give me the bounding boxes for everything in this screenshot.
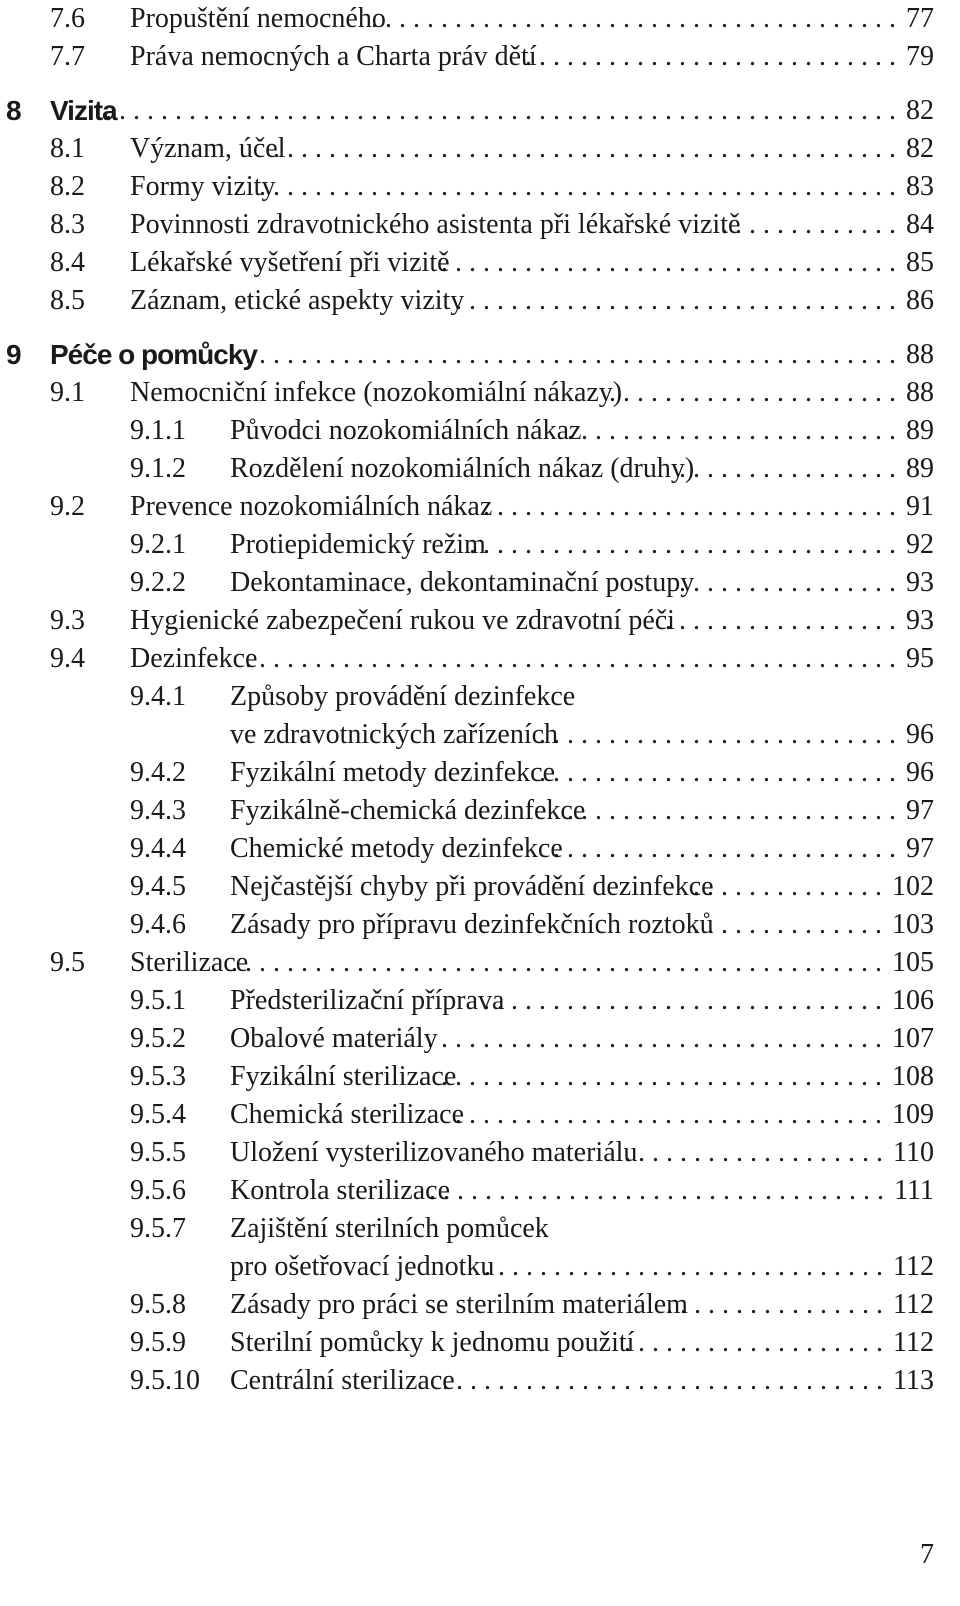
toc-entry-page: 105 [892,947,934,978]
toc-entry-number: 9.2 [50,491,85,522]
toc-entry-title: Dezinfekce [130,643,258,674]
dot-leader: . . . . . . . . . . . . . . . . . . . . . . . . . . . . . . . . . . . . . . . . . . . . . . . [245,643,896,674]
dot-leader: . . . . . . . . . . . . . . . . . . . . . . . . . . . . . . . . . . . . . . . . . . . . . [273,133,896,164]
toc-entry-page: 97 [906,833,934,864]
toc-entry-title: Prevence nozokomiálních nákaz [130,491,493,522]
toc-entry-number: 9.2.2 [130,567,186,598]
toc-entry-number: 9.5.7 [130,1213,186,1244]
toc-entry[interactable] [0,982,960,1020]
toc-entry-title: Sterilizace [130,947,249,978]
toc-entry-page: 112 [893,1289,934,1320]
toc-entry-title: Propuštění nemocného [130,3,386,34]
toc-entry-number: 9.5.8 [130,1289,186,1320]
toc-entry-number: 8.5 [50,285,85,316]
toc-entry-title: Dekontaminace, dekontaminační postupy [230,567,695,598]
dot-leader: . . . . . . . . . . . . . . . . . [665,605,896,636]
dot-leader: . . . . . . . . . . . . . . . . . . . . . . . . . [553,833,896,864]
dot-leader: . . . . . . . . . . . . . . . . . . . [624,1137,883,1168]
toc-entry[interactable] [0,92,960,130]
dot-leader: . . . . . . . . . . . . . . . . . . . . . . . . . . . . . . . . [441,1061,882,1092]
toc-entry-title: Fyzikální metody dezinfekce [230,757,555,788]
toc-entry[interactable] [0,640,960,678]
toc-entry[interactable] [0,1210,960,1282]
toc-entry[interactable] [0,1324,960,1362]
toc-entry-title: Nemocniční infekce (nozokomiální nákazy) [130,377,623,408]
dot-leader: . . . . . . . . . . . . . . . . [666,1289,883,1320]
toc-entry-page: 88 [906,377,934,408]
toc-entry[interactable] [0,1058,960,1096]
toc-entry[interactable] [0,206,960,244]
toc-entry-title: Předsterilizační příprava [230,985,505,1016]
toc-entry[interactable] [0,678,960,750]
toc-entry-title: Povinnosti zdravotnického asistenta při lékařské vizitě [130,209,741,240]
toc-entry-title: Význam, účel [130,133,286,164]
dot-leader: . . . . . . . . . . . . . . . . . . . . . . . . . . . . . . . [469,529,896,560]
dot-leader: . . . . . . . . . . . . . . . . . . . . . . . . . . . . . [483,985,882,1016]
toc-entry-title: Způsoby provádění dezinfekce [230,681,576,712]
toc-entry-number: 8.3 [50,209,85,240]
toc-entry[interactable] [0,1134,960,1172]
toc-entry-title: Lékařské vyšetření při vizitě [130,247,450,278]
toc-entry-title: Zajištění sterilních pomůcek [230,1213,549,1244]
toc-entry-number: 8 [6,95,21,126]
toc-entry-number: 9.4 [50,643,85,674]
toc-entry-title: Vizita [50,95,117,126]
toc-entry[interactable] [0,754,960,792]
toc-entry[interactable] [0,526,960,564]
toc-entry-title-continued: ve zdravotnických zařízeních [230,719,559,750]
toc-entry-page: 93 [906,567,934,598]
toc-entry-page: 82 [906,95,934,126]
toc-entry-title: Protiepidemický režim [230,529,486,560]
toc-entry-page: 103 [892,909,934,940]
toc-entry-number: 9.4.3 [130,795,186,826]
toc-entry[interactable] [0,602,960,640]
dot-leader: . . . . . . . . . . . . . . . . . . . . . . . . . . . . . . . . . . . . . . . . . . . . . . . [245,339,896,370]
toc-entry[interactable] [0,130,960,168]
toc-entry-page: 92 [906,529,934,560]
toc-entry-number: 9.4.2 [130,757,186,788]
toc-entry[interactable] [0,868,960,906]
toc-entry-page: 86 [906,285,934,316]
toc-entry[interactable] [0,1362,960,1400]
toc-entry-title: Nejčastější chyby při provádění dezinfekce [230,871,714,902]
toc-entry-title: Formy vizity [130,171,276,202]
toc-entry-number: 9.4.5 [130,871,186,902]
dot-leader: . . . . . . . . . . . . . . . . . . . . . . . . . . . . . . . . . [429,1175,884,1206]
toc-entry-number: 9.1.1 [130,415,186,446]
dot-leader: . . . . . . . . . . . . . . . . . . . . . . . . [567,415,896,446]
dot-leader: . . . . . . . . . . . . . . . . . . . [624,1327,883,1358]
toc-entry-page: 84 [906,209,934,240]
toc-entry-title: Rozdělení nozokomiálních nákaz (druhy) [230,453,695,484]
toc-entry-title: Původci nozokomiálních nákaz [230,415,582,446]
toc-entry[interactable] [0,282,960,320]
toc-entry-title: Chemické metody dezinfekce [230,833,563,864]
toc-entry-number: 7.7 [50,41,85,72]
dot-leader: . . . . . . . . . . . . . . . . . . . . . . . . . . . . . . . . . . . . . . . . . . . . . . [259,171,896,202]
toc-entry[interactable] [0,412,960,450]
toc-entry-title: Péče o pomůcky [50,339,257,370]
toc-entry-page: 95 [906,643,934,674]
toc-entry-page: 79 [906,41,934,72]
toc-entry-page: 111 [894,1175,934,1206]
toc-entry[interactable] [0,450,960,488]
toc-entry-number: 9.5 [50,947,85,978]
toc-entry-title: Fyzikální sterilizace [230,1061,457,1092]
toc-entry-title: Záznam, etické aspekty vizity [130,285,465,316]
toc-entry[interactable] [0,244,960,282]
toc-entry[interactable] [0,0,960,38]
page-number: 7 [920,1539,934,1570]
toc-entry-page: 96 [906,757,934,788]
dot-leader: . . . . . . . . . . . . . . . . . . . . . . . . [567,795,896,826]
toc-entry-page: 112 [893,1251,934,1282]
toc-entry[interactable] [0,168,960,206]
toc-entry-page: 102 [892,871,934,902]
toc-entry-page: 89 [906,453,934,484]
dot-leader: . . . . . . . . . . . . . . [693,909,882,940]
toc-entry[interactable] [0,38,960,76]
dot-leader: . . . . . . . . . . . . . . . . . . . . . [609,377,896,408]
toc-entry-number: 9.4.6 [130,909,186,940]
toc-entry-number: 8.1 [50,133,85,164]
toc-entry-page: 83 [906,171,934,202]
dot-leader: . . . . . . . . . . . . . . . . . . . . . . . . . . . . . . . . . . . . . . . . . . . . . . . . . . . . . . . . . [105,95,896,126]
toc-entry[interactable] [0,830,960,868]
dot-leader: . . . . . . . . . . . . . . . . . . . . . . . . . . . . . . . . . [441,247,896,278]
toc-entry-number: 9.1 [50,377,85,408]
toc-entry-page: 91 [906,491,934,522]
dot-leader: . . . . . . . . . . . . . . . . . . . . . . . . . . . . . . . . [455,285,896,316]
toc-entry-page: 109 [892,1099,934,1130]
toc-entry-title-continued: pro ošetřovací jednotku [230,1251,495,1282]
toc-entry[interactable] [0,906,960,944]
toc-entry-title: Obalové materiály [230,1023,438,1054]
dot-leader: . . . . . . . . . . . . . . [693,871,882,902]
toc-entry-page: 85 [906,247,934,278]
toc-entry-number: 9.5.10 [130,1365,200,1396]
toc-entry-number: 9.3 [50,605,85,636]
dot-leader: . . . . . . . . . . . . . . . . . . . . . . . . . . [539,719,896,750]
toc-entry-page: 107 [892,1023,934,1054]
dot-leader: . . . . . . . . . . . . . . . . . . . . . . . . . . . [525,41,896,72]
toc-entry-number: 9.5.6 [130,1175,186,1206]
toc-entry[interactable] [0,1172,960,1210]
toc-entry[interactable] [0,1020,960,1058]
toc-entry-page: 89 [906,415,934,446]
dot-leader: . . . . . . . . . . . . . . . . . . . . . . . . . . . . . . . [455,1099,882,1130]
toc-entry-number: 9.5.2 [130,1023,186,1054]
toc-entry[interactable] [0,944,960,982]
toc-entry-number: 9.1.2 [130,453,186,484]
toc-entry-number: 9.5.1 [130,985,186,1016]
toc-entry[interactable] [0,564,960,602]
toc-entry[interactable] [0,374,960,412]
toc-entry-title: Kontrola sterilizace [230,1175,451,1206]
toc-entry-number: 9.5.3 [130,1061,186,1092]
toc-entry-page: 106 [892,985,934,1016]
dot-leader: . . . . . . . . . . . . . . . . [679,567,896,598]
toc-entry[interactable] [0,1096,960,1134]
toc-entry-page: 97 [906,795,934,826]
toc-entry-title: Uložení vysterilizovaného materiálu [230,1137,638,1168]
dot-leader: . . . . . . . . . . . . . . . . . . . . . . . . . . . . . . . . [442,1365,883,1396]
toc-entry-title: Zásady pro práci se sterilním materiálem [230,1289,688,1320]
toc-entry-title: Centrální sterilizace [230,1365,455,1396]
toc-entry-page: 112 [893,1327,934,1358]
toc-entry-page: 82 [906,133,934,164]
dot-leader: . . . . . . . . . . . . . . . . . . . . . . . . . . . . . . . . . . . . . . . . . . . . . . . [231,947,882,978]
toc-entry-page: 93 [906,605,934,636]
toc-entry-number: 8.2 [50,171,85,202]
toc-entry-number: 9.5.4 [130,1099,186,1130]
toc-entry-number: 8.4 [50,247,85,278]
toc-entry-title: Hygienické zabezpečení rukou ve zdravotní péči [130,605,675,636]
toc-entry-number: 9.2.1 [130,529,186,560]
toc-entry-page: 77 [906,3,934,34]
toc-entry-title: Chemická sterilizace [230,1099,464,1130]
toc-entry-page: 96 [906,719,934,750]
toc-entry-number: 9.4.4 [130,833,186,864]
toc-entry-number: 9.4.1 [130,681,186,712]
toc-entry-page: 108 [892,1061,934,1092]
toc-entry-number: 9.5.5 [130,1137,186,1168]
dot-leader: . . . . . . . . . . . . . [721,209,896,240]
dot-leader: . . . . . . . . . . . . . . . . . . . . . . . . . . . . . . [483,491,896,522]
toc-entry-page: 113 [893,1365,934,1396]
dot-leader: . . . . . . . . . . . . . . . . . . . . . . . . . . . . . . . . . . . . . . [371,3,896,34]
toc-entry[interactable] [0,336,960,374]
toc-entry-page: 110 [893,1137,934,1168]
toc-entry-page: 88 [906,339,934,370]
toc-entry[interactable] [0,1286,960,1324]
toc-entry-number: 7.6 [50,3,85,34]
toc-entry-number: 9.5.9 [130,1327,186,1358]
toc-entry-title: Práva nemocných a Charta práv dětí [130,41,537,72]
toc-entry[interactable] [0,488,960,526]
toc-entry-title: Sterilní pomůcky k jednomu použití [230,1327,635,1358]
toc-entry-number: 9 [6,339,21,370]
dot-leader: . . . . . . . . . . . . . . . . . . . . . . . . . . . . . . . . . [427,1023,882,1054]
dot-leader: . . . . . . . . . . . . . . . . [679,453,896,484]
toc-entry[interactable] [0,792,960,830]
toc-entry-title: Fyzikálně-chemická dezinfekce [230,795,586,826]
dot-leader: . . . . . . . . . . . . . . . . . . . . . . . . . . [539,757,896,788]
dot-leader: . . . . . . . . . . . . . . . . . . . . . . . . . . . . . [484,1251,883,1282]
toc-entry-title: Zásady pro přípravu dezinfekčních roztoků [230,909,714,940]
